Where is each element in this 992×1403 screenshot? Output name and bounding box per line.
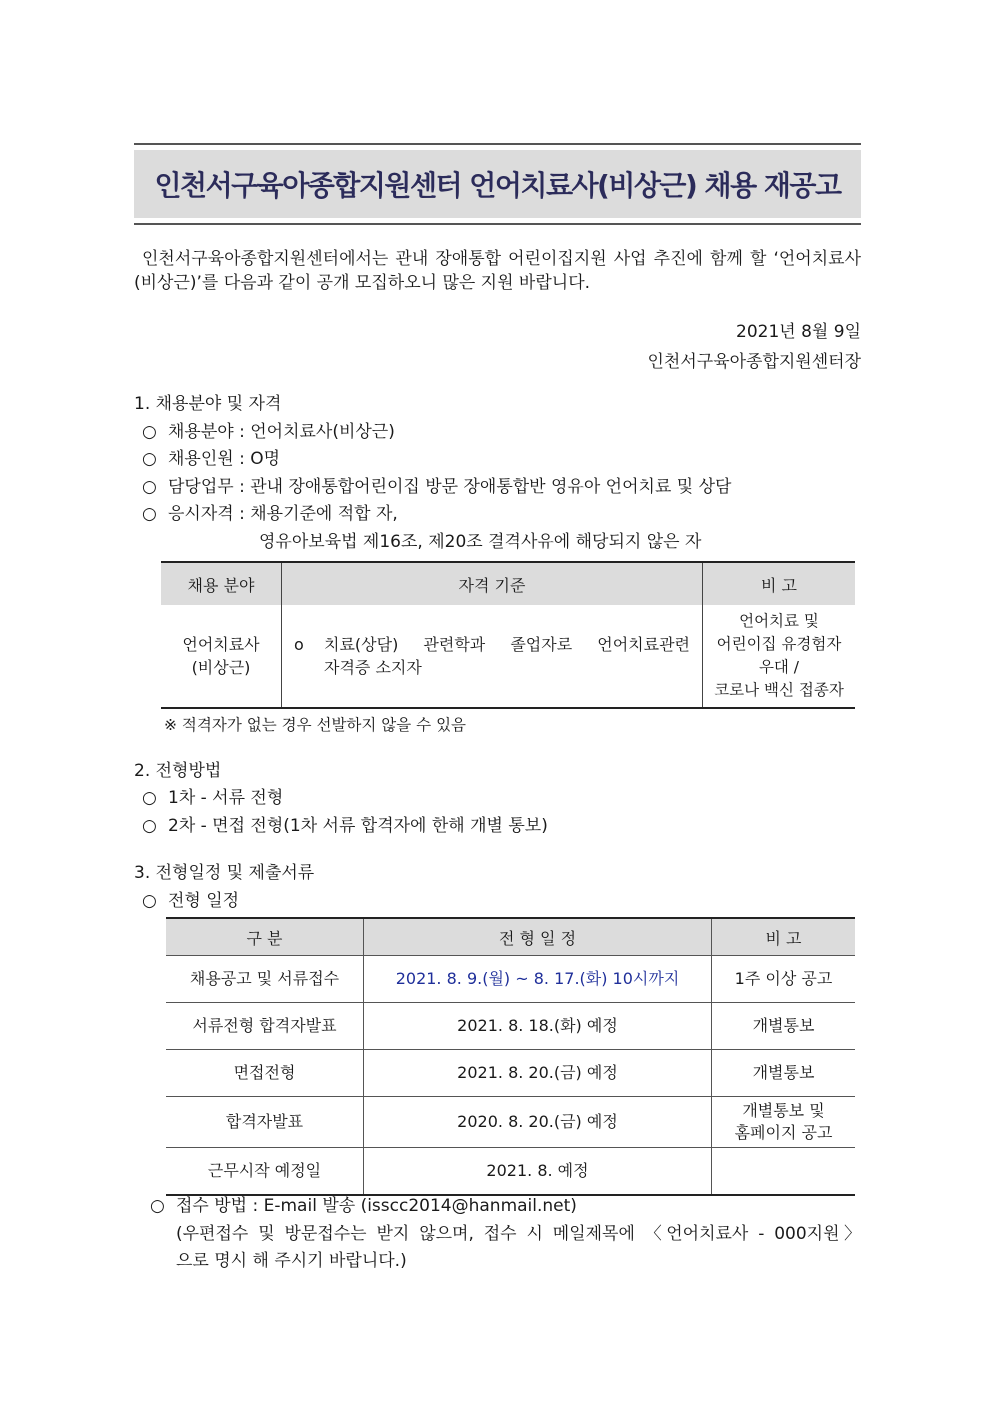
note-line: 홈페이지 공고: [734, 1123, 833, 1142]
schedule-table: [166, 917, 855, 1196]
list-item-text: 채용분야 : 언어치료사(비상근): [168, 422, 395, 442]
category-cell: 근무시작 예정일: [166, 1148, 364, 1196]
submission-text: 접수 방법 : E-mail 발송 (isscc2014@hanmail.net): [176, 1196, 577, 1216]
intro-paragraph: [134, 247, 861, 295]
category-cell: 합격자발표: [166, 1097, 364, 1148]
note-line: 개별통보 및: [742, 1101, 825, 1120]
announcement-date: 2021년 8월 9일: [736, 322, 861, 342]
field-line: (비상근): [191, 658, 251, 677]
list-item-text: 2차 - 면접 전형(1차 서류 합격자에 한해 개별 통보): [168, 816, 548, 836]
section-2-heading: 2. 전형방법: [134, 761, 222, 781]
list-item: [142, 814, 548, 838]
table-row: [161, 605, 855, 708]
bullet-icon: o: [294, 635, 304, 654]
title-box: [134, 143, 861, 225]
note-cell: [712, 1148, 856, 1196]
criteria-cell: [282, 605, 703, 708]
column-header: 비 고: [703, 562, 856, 605]
bullet-icon: ○: [142, 477, 157, 497]
bullet-icon: ○: [150, 1196, 165, 1216]
category-cell: 채용공고 및 서류접수: [166, 956, 364, 1003]
list-item-text: 전형 일정: [168, 891, 240, 911]
note-cell: 개별통보: [712, 1003, 856, 1050]
table-row: [166, 956, 855, 1003]
footnote: ※ 적격자가 없는 경우 선발하지 않을 수 있음: [164, 716, 467, 734]
note-cell: 개별통보: [712, 1050, 856, 1097]
title-banner: [134, 150, 861, 218]
bullet-icon: ○: [142, 816, 157, 836]
note-line: 언어치료 및: [739, 612, 819, 630]
criteria-line: 치료(상담) 관련학과 졸업자로 언어치료관련: [324, 635, 690, 654]
list-item-text: 1차 - 서류 전형: [168, 788, 284, 808]
column-header: 비 고: [712, 918, 856, 956]
field-line: 언어치료사: [182, 635, 260, 654]
schedule-cell: 2021. 8. 9.(월) ~ 8. 17.(화) 10시까지: [364, 956, 712, 1003]
submission-method: [150, 1194, 577, 1218]
note-cell: [703, 605, 856, 708]
list-item: [142, 889, 239, 913]
schedule-cell: 2021. 8. 예정: [364, 1148, 712, 1196]
table-row: [166, 1097, 855, 1148]
bullet-icon: ○: [142, 422, 157, 442]
note-line: 우대 /: [758, 658, 800, 676]
signer: 인천서구육아종합지원센터장: [647, 352, 861, 372]
bullet-icon: ○: [142, 891, 157, 911]
table-row: [166, 1050, 855, 1097]
table-header-row: [166, 918, 855, 956]
schedule-cell: 2021. 8. 20.(금) 예정: [364, 1050, 712, 1097]
section-1-heading: 1. 채용분야 및 자격: [134, 394, 282, 414]
column-header: 자격 기준: [282, 562, 703, 605]
qualification-continuation: 영유아보육법 제16조, 제20조 결격사유에 해당되지 않은 자: [259, 532, 702, 552]
schedule-cell: 2020. 8. 20.(금) 예정: [364, 1097, 712, 1148]
column-header: 전 형 일 정: [364, 918, 712, 956]
note-cell: 1주 이상 공고: [712, 956, 856, 1003]
category-cell: 면접전형: [166, 1050, 364, 1097]
table-row: [166, 1148, 855, 1196]
schedule-cell: 2021. 8. 18.(화) 예정: [364, 1003, 712, 1050]
bullet-icon: ○: [142, 504, 157, 524]
list-item: [142, 447, 280, 471]
criteria-line: 자격증 소지자: [324, 658, 422, 677]
column-header: 구 분: [166, 918, 364, 956]
submission-note-line-2: 으로 명시 해 주시기 바랍니다.): [176, 1251, 407, 1271]
table-row: [166, 1003, 855, 1050]
qualification-table: [161, 561, 855, 709]
section-3-heading: 3. 전형일정 및 제출서류: [134, 863, 315, 883]
category-cell: 서류전형 합격자발표: [166, 1003, 364, 1050]
list-item-text: 응시자격 : 채용기준에 적합 자,: [168, 504, 398, 524]
note-line: 코로나 백신 접종자: [714, 681, 844, 699]
table-header-row: [161, 562, 855, 605]
list-item: [142, 502, 398, 526]
page-title: 인천서구육아종합지원센터 언어치료사(비상근) 채용 재공고: [154, 169, 841, 202]
column-header: 채용 분야: [161, 562, 282, 605]
note-cell: [712, 1097, 856, 1148]
note-line: 어린이집 유경험자: [716, 635, 842, 653]
intro-line-2: (비상근)’를 다음과 같이 공개 모집하오니 많은 지원 바랍니다.: [134, 273, 591, 293]
list-item-text: 채용인원 : O명: [168, 449, 281, 469]
bullet-icon: ○: [142, 449, 157, 469]
submission-note-line-1: (우편접수 및 방문접수는 받지 않으며, 접수 시 메일제목에 〈언어치료사 - 000지원〉: [176, 1224, 861, 1244]
list-item: [142, 475, 731, 499]
list-item-text: 담당업무 : 관내 장애통합어린이집 방문 장애통합반 영유아 언어치료 및 상담: [168, 477, 732, 497]
bullet-icon: ○: [142, 788, 157, 808]
field-cell: [161, 605, 282, 708]
list-item: [142, 420, 395, 444]
intro-line-1: 인천서구육아종합지원센터에서는 관내 장애통합 어린이집지원 사업 추진에 함께 할 ‘언어치료사: [142, 249, 861, 269]
list-item: [142, 786, 283, 810]
